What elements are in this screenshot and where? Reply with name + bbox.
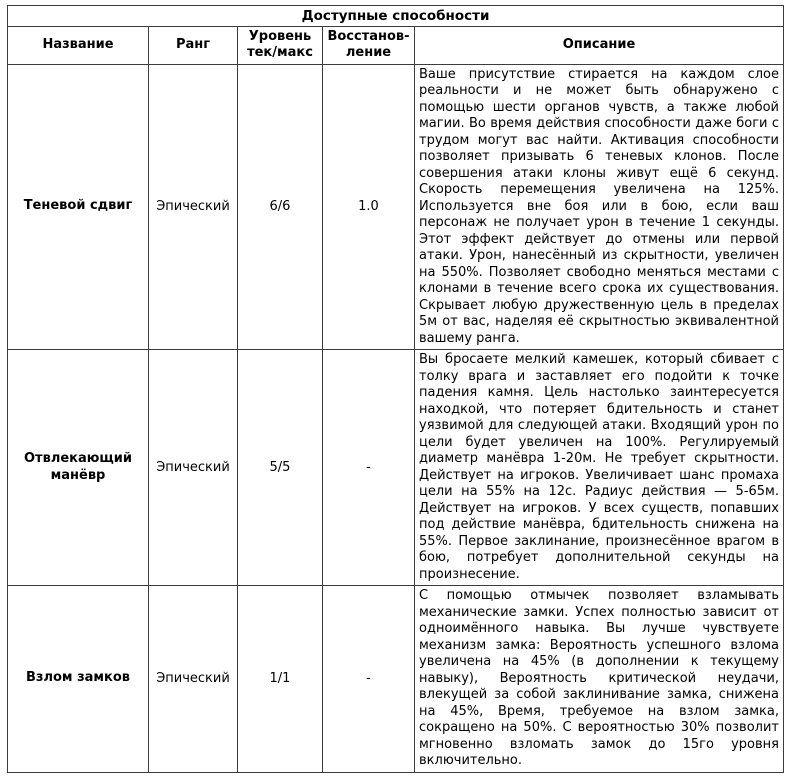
ability-rank: Эпический — [149, 586, 238, 773]
ability-level: 6/6 — [238, 64, 323, 350]
table-title: Доступные способности — [8, 6, 784, 27]
ability-rank: Эпический — [149, 64, 238, 350]
col-header-level: Уровень тек/макс — [238, 27, 323, 65]
table-row — [8, 586, 784, 773]
ability-cooldown: - — [323, 350, 415, 586]
ability-level: 5/5 — [238, 350, 323, 586]
ability-level: 1/1 — [238, 586, 323, 773]
col-header-name: Название — [8, 27, 149, 65]
ability-rank: Эпический — [149, 350, 238, 586]
abilities-table — [7, 5, 784, 773]
ability-name: Взлом замков — [8, 586, 149, 773]
col-header-rank: Ранг — [149, 27, 238, 65]
ability-cooldown: - — [323, 586, 415, 773]
column-header-row — [8, 27, 784, 65]
ability-name: Отвлекающий манёвр — [8, 350, 149, 586]
ability-cooldown: 1.0 — [323, 64, 415, 350]
ability-name: Теневой сдвиг — [8, 64, 149, 350]
table-row — [8, 350, 784, 586]
table-row — [8, 64, 784, 350]
table-title-row — [8, 6, 784, 27]
col-header-description: Описание — [415, 27, 784, 65]
col-header-cooldown: Восстанов-ление — [323, 27, 415, 65]
ability-description: С помощью отмычек позволяет взламывать механические замки. Успех полностью зависит от одноимённого навыка. Вы лучше чувствуете механизм замка: Вероятность успешного взлома увеличена на 45% (в дополнении к текущему навыку), Вероятность критической неудачи, влекущей за собой заклинивание замка, снижена на 45%, Время, требуемое на взлом замка, сокращено на 50%. С вероятностью 30% позволит мгновенно взломать замок до 15го уровня включительно. — [415, 586, 784, 773]
ability-description: Вы бросаете мелкий камешек, который сбивает с толку врага и заставляет его подойти к точке падения камня. Цель настолько заинтересуется находкой, что потеряет бдительность и станет уязвимой для следующей атаки. Входящий урон по цели будет увеличен на 100%. Регулируемый диаметр манёвра 1-20м. Не требует скрытности. Действует на игроков. Увеличивает шанс промаха цели на 55% на 12с. Радиус действия — 5-65м. Действует на игроков. У всех существ, попавших под действие манёвра, бдительность снижена на 55%. Первое заклинание, произнесённое врагом в бою, потребует дополнительной секунды на произнесение. — [415, 350, 784, 586]
ability-description: Ваше присутствие стирается на каждом слое реальности и не может быть обнаружено с помощью шести органов чувств, а также любой магии. Во время действия способности даже боги с трудом могут вас найти. Активация способности позволяет призывать 6 теневых клонов. После совершения атаки клоны живут ещё 6 секунд. Скорость перемещения увеличена на 125%. Используется вне боя или в бою, если ваш персонаж не получает урон в течение 1 секунды. Этот эффект действует до отмены или первой атаки. Урон, нанесённый из скрытности, увеличен на 550%. Позволяет свободно меняться местами с клонами в течение всего срока их существования. Скрывает любую дружественную цель в пределах 5м от вас, наделяя её скрытностью эквивалентной вашему ранга. — [415, 64, 784, 350]
